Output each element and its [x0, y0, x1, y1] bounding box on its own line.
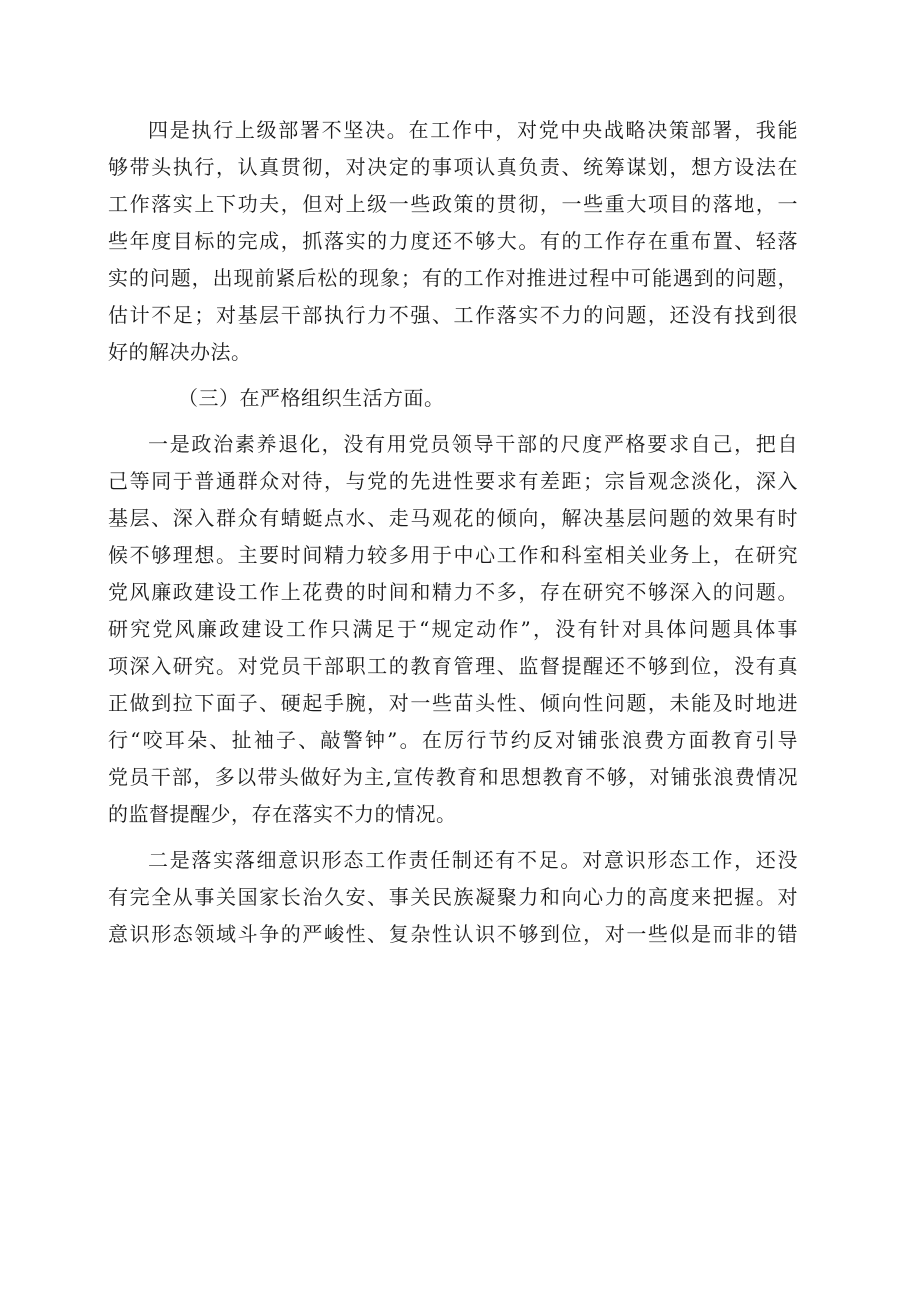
text-line: 正做到拉下面子、硬起手腕，对一些苗头性、倾向性问题，未能及时地进: [108, 691, 798, 715]
text-line: 党员干部，多以带头做好为主,宣传教育和思想教育不够，对铺张浪费情况: [108, 765, 798, 789]
text-line: 四是执行上级部署不坚决。在工作中，对党中央战略决策部署，我能: [148, 118, 798, 142]
text-line: 己等同于普通群众对待，与党的先进性要求有差距；宗旨观念淡化，深入: [108, 469, 798, 493]
text-line: 党风廉政建设工作上花费的时间和精力不多，存在研究不够深入的问题。: [108, 580, 798, 604]
text-line: 够带头执行，认真贯彻，对决定的事项认真负责、统筹谋划，想方设法在: [108, 155, 798, 179]
section-heading-text: （三）在严格组织生活方面。: [178, 386, 445, 410]
text-line: 估计不足；对基层干部执行力不强、工作落实不力的问题，还没有找到很: [108, 303, 798, 327]
text-line: 些年度目标的完成，抓落实的力度还不够大。有的工作存在重布置、轻落: [108, 229, 798, 253]
text-line: 有完全从事关国家长治久安、事关民族凝聚力和向心力的高度来把握。对: [108, 885, 798, 909]
text-line: 意识形态领域斗争的严峻性、复杂性认识不够到位，对一些似是而非的错: [108, 922, 798, 946]
text-line: 一是政治素养退化，没有用党员领导干部的尺度严格要求自己，把自: [148, 432, 798, 456]
document-page: [108, 112, 798, 962]
text-line: 好的解决办法。: [108, 340, 252, 364]
paragraph-execution: [108, 112, 798, 371]
text-line: 项深入研究。对党员干部职工的教育管理、监督提醒还不够到位，没有真: [108, 654, 798, 678]
paragraph-ideology: [108, 842, 798, 953]
text-line: 行“咬耳朵、扯袖子、敲警钟”。在厉行节约反对铺张浪费方面教育引导: [108, 728, 798, 752]
text-line: 研究党风廉政建设工作只满足于“规定动作”，没有针对具体问题具体事: [108, 617, 798, 641]
section-heading: [108, 380, 798, 417]
text-line: 实的问题，出现前紧后松的现象；有的工作对推进过程中可能遇到的问题，: [108, 266, 798, 290]
text-line: 的监督提醒少，存在落实不力的情况。: [108, 802, 457, 826]
text-line: 基层、深入群众有蜻蜓点水、走马观花的倾向，解决基层问题的效果有时: [108, 506, 798, 530]
text-line: 二是落实落细意识形态工作责任制还有不足。对意识形态工作，还没: [148, 848, 798, 872]
text-line: 工作落实上下功夫，但对上级一些政策的贯彻，一些重大项目的落地，一: [108, 192, 798, 216]
text-line: 候不够理想。主要时间精力较多用于中心工作和科室相关业务上，在研究: [108, 543, 798, 567]
paragraph-political-literacy: [108, 426, 798, 833]
